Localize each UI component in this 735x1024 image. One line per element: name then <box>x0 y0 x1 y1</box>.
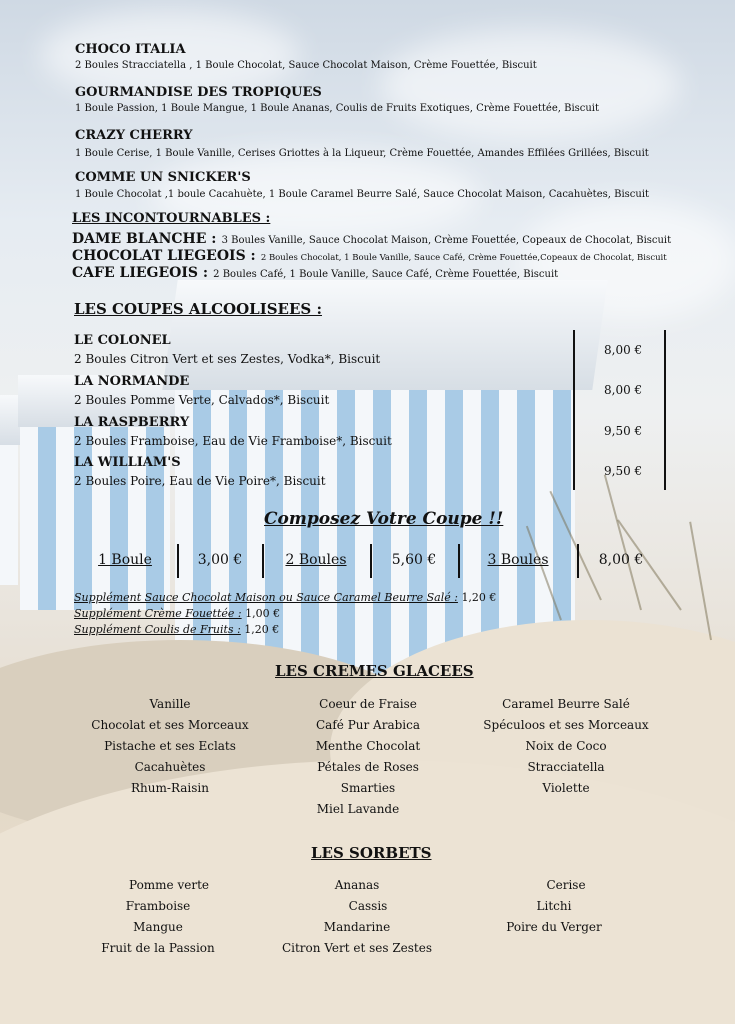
sorbets-heading: LES SORBETS <box>311 844 432 862</box>
alcool-name: LA NORMANDE <box>74 374 190 389</box>
alcool-price: 8,00 € <box>604 383 643 397</box>
cremes-heading: LES CREMES GLACEES <box>275 662 474 680</box>
coupe-desc: 1 Boule Chocolat ,1 boule Cacahuète, 1 Boule Caramel Beurre Salé, Sauce Chocolat Maison, Cacahuètes, Biscuit <box>75 189 650 200</box>
flavor-item: Caramel Beurre Salé <box>502 697 630 711</box>
flavor-item: Cassis <box>348 899 388 913</box>
compose-heading: Composez Votre Coupe !! <box>264 509 504 529</box>
flavor-item: Violette <box>542 781 590 795</box>
flavor-item: Stracciatella <box>527 760 605 774</box>
coupe-desc: 2 Boules Stracciatella , 1 Boule Chocolat, Sauce Chocolat Maison, Crème Fouettée, Biscuit <box>75 60 537 71</box>
flavor-item: Noix de Coco <box>525 739 607 753</box>
coupe-desc: 1 Boule Cerise, 1 Boule Vanille, Cerises Griottes à la Liqueur, Crème Fouettée, Amandes Effilées Grillées, Biscuit <box>75 148 649 159</box>
alcool-name: LA WILLIAM'S <box>74 455 181 470</box>
compose-price: 3,00 € <box>197 552 243 568</box>
flavor-item: Miel Lavande <box>316 802 400 816</box>
compose-price: 5,60 € <box>391 552 437 568</box>
compose-size: 3 Boules <box>487 552 549 568</box>
alcool-desc: 2 Boules Framboise, Eau de Vie Framboise*, Biscuit <box>74 434 392 448</box>
alcool-desc: 2 Boules Pomme Verte, Calvados*, Biscuit <box>74 393 330 407</box>
flavor-item: Pétales de Roses <box>317 760 419 774</box>
alcool-name: LA RASPBERRY <box>74 415 190 430</box>
compose-size: 1 Boule <box>98 552 152 568</box>
alcool-price: 9,50 € <box>604 464 643 478</box>
coupe-desc: 1 Boule Passion, 1 Boule Mangue, 1 Boule Ananas, Coulis de Fruits Exotiques, Crème Fouettée, Biscuit <box>75 103 600 114</box>
flavor-item: Spéculoos et ses Morceaux <box>483 718 649 732</box>
flavor-item: Cerise <box>546 878 586 892</box>
supplement-line: Supplément Sauce Chocolat Maison ou Sauce Caramel Beurre Salé : 1,20 € <box>74 591 497 604</box>
supplement-line: Supplément Coulis de Fruits : 1,20 € <box>74 623 280 636</box>
compose-price: 8,00 € <box>598 552 644 568</box>
flavor-item: Framboise <box>125 899 191 913</box>
incontournable-line: DAME BLANCHE : 3 Boules Vanille, Sauce Chocolat Maison, Crème Fouettée, Copeaux de Chocolat, Biscuit <box>72 231 672 247</box>
flavor-item: Mangue <box>133 920 183 934</box>
flavor-item: Chocolat et ses Morceaux <box>91 718 249 732</box>
incontournable-line: CHOCOLAT LIEGEOIS : 2 Boules Chocolat, 1 Boule Vanille, Sauce Café, Crème Fouettée,Copeaux de Chocolat, Biscuit <box>72 248 667 264</box>
alcool-heading: LES COUPES ALCOOLISEES : <box>74 300 322 318</box>
coupe-name: CHOCO ITALIA <box>75 42 186 57</box>
flavor-item: Poire du Verger <box>506 920 602 934</box>
price-divider-right <box>664 330 666 490</box>
flavor-item: Vanille <box>149 697 191 711</box>
coupe-name: COMME UN SNICKER'S <box>75 170 251 185</box>
coupe-name: CRAZY CHERRY <box>75 128 193 143</box>
flavor-item: Citron Vert et ses Zestes <box>281 941 433 955</box>
alcool-price: 9,50 € <box>604 424 643 438</box>
alcool-name: LE COLONEL <box>74 333 171 348</box>
alcool-desc: 2 Boules Poire, Eau de Vie Poire*, Biscuit <box>74 474 326 488</box>
flavor-item: Cacahuètes <box>134 760 206 774</box>
alcool-price: 8,00 € <box>604 343 643 357</box>
flavor-item: Smarties <box>340 781 396 795</box>
compose-size: 2 Boules <box>285 552 347 568</box>
flavor-item: Ananas <box>334 878 380 892</box>
flavor-item: Fruit de la Passion <box>101 941 215 955</box>
alcool-desc: 2 Boules Citron Vert et ses Zestes, Vodka*, Biscuit <box>74 352 381 366</box>
supplement-line: Supplément Crème Fouettée : 1,00 € <box>74 607 281 620</box>
coupe-name: GOURMANDISE DES TROPIQUES <box>75 85 322 100</box>
price-divider-left <box>573 330 575 490</box>
flavor-item: Menthe Chocolat <box>315 739 421 753</box>
incontournable-line: CAFE LIEGEOIS : 2 Boules Café, 1 Boule Vanille, Sauce Café, Crème Fouettée, Biscuit <box>72 265 559 281</box>
flavor-item: Pistache et ses Eclats <box>104 739 236 753</box>
flavor-item: Litchi <box>536 899 572 913</box>
incontournables-heading: LES INCONTOURNABLES : <box>72 211 271 226</box>
flavor-item: Mandarine <box>323 920 391 934</box>
flavor-item: Pomme verte <box>128 878 210 892</box>
flavor-item: Café Pur Arabica <box>316 718 420 732</box>
flavor-item: Coeur de Fraise <box>319 697 417 711</box>
flavor-item: Rhum-Raisin <box>131 781 209 795</box>
